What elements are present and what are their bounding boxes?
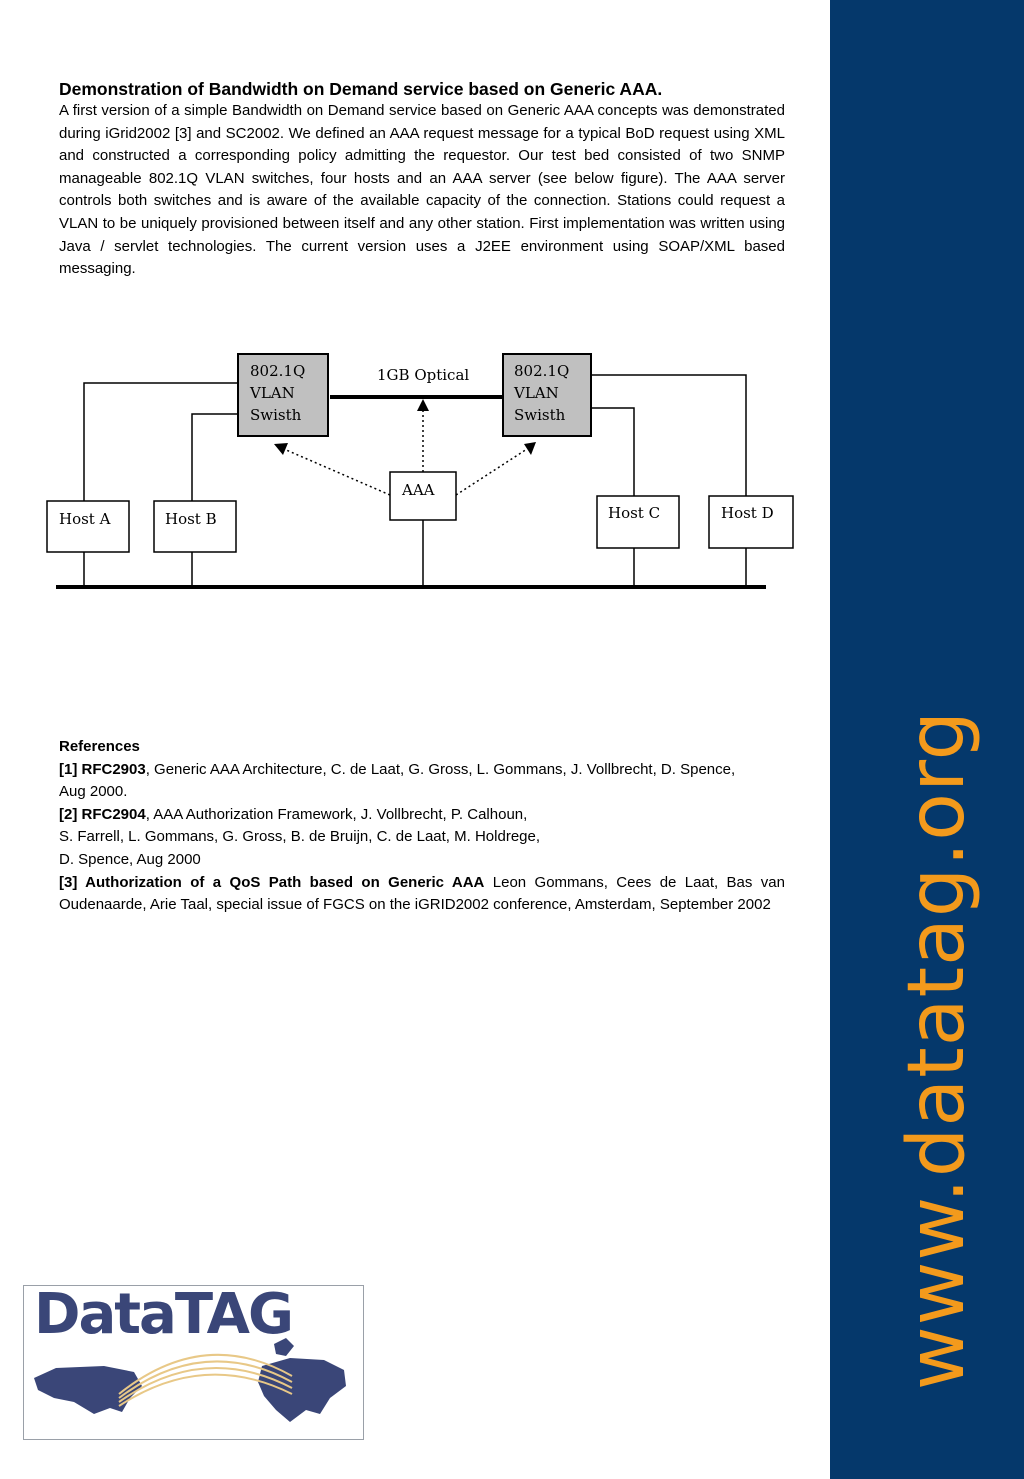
aaa-to-switch-right-arrow: [456, 449, 527, 495]
logo-text: DataTAG: [34, 1282, 292, 1347]
article-title: Demonstration of Bandwidth on Demand service based on Generic AAA.: [59, 79, 663, 99]
aaa-to-switch-left-arrow: [284, 449, 390, 495]
switch-left-line2: VLAN: [250, 384, 295, 402]
reference-2-line2: S. Farrell, L. Gommans, G. Gross, B. de Bruijn, C. de Laat, M. Holdrege,: [59, 828, 541, 846]
article: [59, 78, 785, 281]
reference-1: [1] RFC2903, Generic AAA Architecture, C. de Laat, G. Gross, L. Gommans, J. Vollbrecht, D. Spence,: [59, 760, 736, 778]
host-c-label: Host C: [608, 504, 661, 522]
switch-right-line1: 802.1Q: [514, 362, 570, 380]
switch-right-line2: VLAN: [514, 384, 559, 402]
network-diagram: [40, 345, 800, 605]
datatag-logo: [23, 1282, 364, 1440]
sidebar-url: www.datatag.org: [892, 709, 982, 1391]
reference-1-cont: Aug 2000.: [59, 783, 128, 801]
aaa-label: AAA: [402, 481, 435, 499]
reference-2-line3: D. Spence, Aug 2000: [59, 850, 201, 868]
switch-left-line1: 802.1Q: [250, 362, 306, 380]
switch-right-line3: Swisth: [514, 406, 566, 424]
references: [59, 736, 785, 917]
host-d-label: Host D: [721, 504, 774, 522]
reference-2: [2] RFC2904, AAA Authorization Framework, J. Vollbrecht, P. Calhoun,: [59, 805, 528, 823]
article-body: A first version of a simple Bandwidth on Demand service based on Generic AAA concepts was demonstrated during iGrid2002 [3] and SC2002. We defined an AAA request message for a typical BoD request using XML and constructed a corresponding policy admitting the requestor. Our test bed consisted of two SNMP manageable 802.1Q VLAN switches, four hosts and an AAA server (see below figure). The AAA server controls both switches and is aware of the available capacity of the connection. Stations could request a VLAN to be uniquely provisioned between itself and any other station. First implementation was written using Java / servlet technologies. The current version uses a J2EE environment using SOAP/XML based messaging.: [59, 102, 785, 278]
optical-link-label: 1GB Optical: [377, 366, 470, 384]
host-a-label: Host A: [59, 510, 111, 528]
references-title: References: [59, 738, 140, 755]
reference-3: [3] Authorization of a QoS Path based on Generic AAA Leon Gommans, Cees de Laat, Bas van Oudenaarde, Arie Taal, special issue of FGCS on the iGRID2002 conference, Amsterdam, September 2002: [59, 873, 785, 914]
switch-left-line3: Swisth: [250, 406, 302, 424]
host-b-label: Host B: [165, 510, 217, 528]
